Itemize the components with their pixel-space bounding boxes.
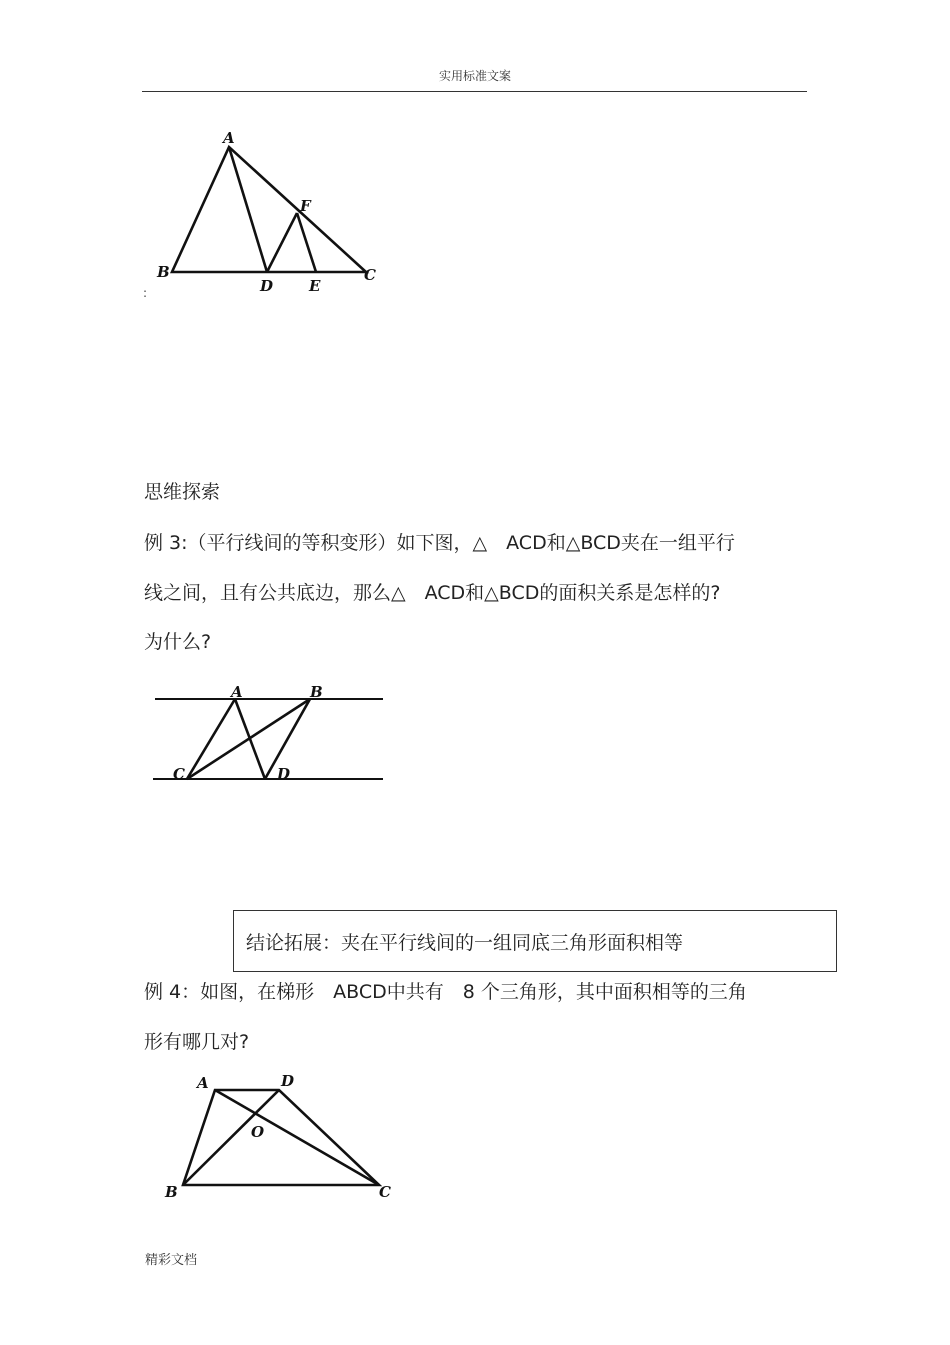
stray-colon: : (143, 286, 148, 300)
example3-line2: 线之间，且有公共底边，那么△ ACD和△BCD的面积关系是怎样的? (144, 582, 721, 604)
label-c: C (379, 1183, 391, 1201)
example3-line3: 为什么? (144, 631, 212, 653)
label-b: B (310, 683, 323, 701)
example3-line1: 例 3:（平行线间的等积变形）如下图，△ ACD和△BCD夹在一组平行 (144, 532, 735, 554)
header-divider (142, 91, 807, 92)
label-f: F (300, 197, 311, 215)
label-d: D (277, 765, 291, 783)
trapezoid-outline (183, 1090, 379, 1185)
label-a: A (197, 1074, 209, 1092)
diagonal-bd (183, 1090, 279, 1185)
triangle-abc-outline (172, 147, 366, 272)
figure-triangle-abc (140, 125, 400, 300)
page-footer-text: 精彩文档 (145, 1253, 198, 1268)
label-d: D (281, 1072, 295, 1090)
diagonal-ac (215, 1090, 379, 1185)
example4-line1: 例 4：如图，在梯形 ABCD中共有 8 个三角形，其中面积相等的三角 (144, 981, 747, 1003)
segment-df (267, 213, 297, 272)
label-b: B (165, 1183, 178, 1201)
label-a: A (231, 683, 243, 701)
label-d: D (260, 277, 274, 295)
section-heading: 思维探索 (144, 481, 221, 503)
figure-trapezoid-abcd (155, 1065, 405, 1210)
label-a: A (223, 129, 235, 147)
conclusion-text: 结论拓展：夹在平行线间的一组同底三角形面积相等 (246, 932, 684, 954)
label-c: C (364, 266, 376, 284)
label-o: O (251, 1123, 265, 1141)
label-c: C (173, 765, 185, 783)
figure-parallel-lines (145, 680, 395, 790)
segment-ac (187, 699, 235, 779)
page-header-title: 实用标准文案 (438, 69, 511, 83)
segment-bc (187, 699, 310, 779)
label-e: E (309, 277, 321, 295)
label-b: B (157, 263, 170, 281)
example4-line2: 形有哪几对? (144, 1031, 250, 1053)
segment-fe (297, 213, 316, 272)
